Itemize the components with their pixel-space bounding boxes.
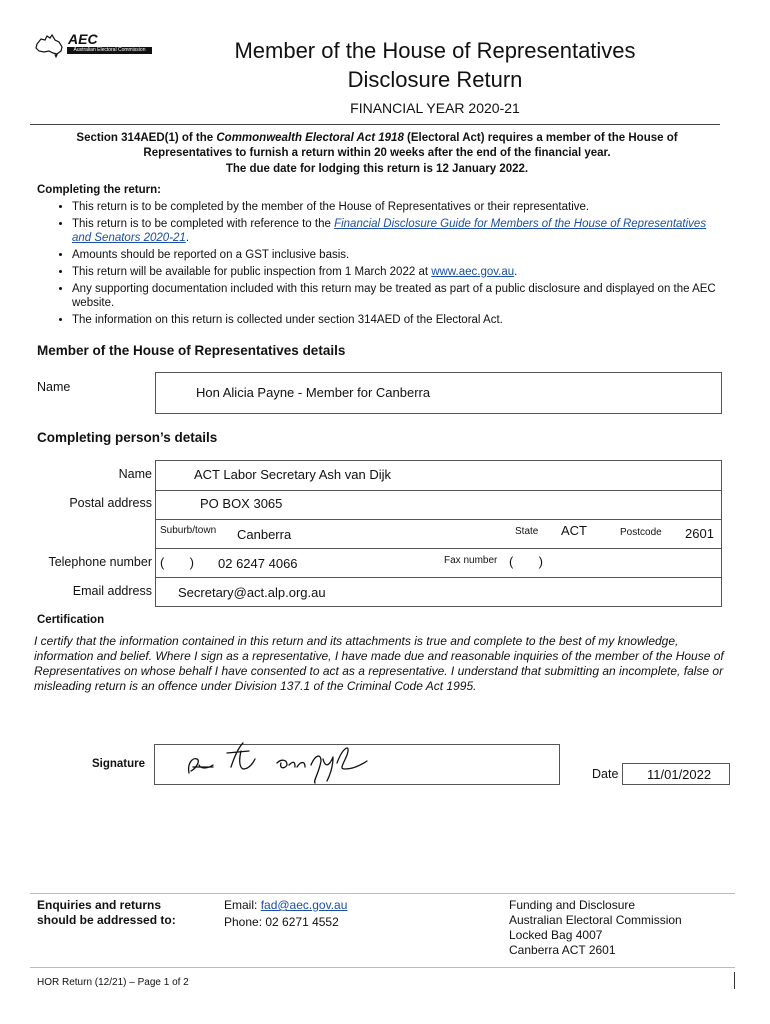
list-item-text: This return is to be completed with reference to the bbox=[72, 218, 335, 230]
logo-subtitle: Australian Electoral Commission bbox=[67, 47, 152, 54]
suburb-label: Suburb/town bbox=[160, 525, 217, 536]
member-name-value: Hon Alicia Payne - Member for Canberra bbox=[196, 385, 431, 400]
fad-email-link[interactable]: fad@aec.gov.au bbox=[260, 898, 348, 912]
state-label: State bbox=[515, 526, 539, 537]
signature-label: Signature bbox=[92, 758, 146, 770]
postcode-field[interactable]: 2601 bbox=[685, 526, 714, 541]
disclosure-guide-link[interactable]: Financial Disclosure Guide for Members of the House of Representatives and Senators 2020-21 bbox=[72, 218, 707, 244]
list-item bbox=[72, 313, 722, 327]
intro-part1: Section 314AED(1) of the bbox=[76, 132, 217, 144]
intro-statement bbox=[34, 131, 720, 160]
email-field[interactable]: Secretary@act.alp.org.au bbox=[178, 585, 326, 600]
list-item-text: This return will be available for public inspection from 1 March 2022 at bbox=[72, 266, 432, 278]
fax-field[interactable]: ( ) bbox=[509, 554, 543, 569]
list-item-text: The information on this return is collected under section 314AED of the Electoral Act. bbox=[72, 314, 503, 326]
enquiries-heading bbox=[37, 898, 176, 928]
date-label: Date bbox=[592, 767, 619, 781]
address-line: Australian Electoral Commission bbox=[509, 913, 682, 927]
act-name: Commonwealth Electoral Act 1918 bbox=[216, 132, 404, 144]
postcode-label: Postcode bbox=[620, 527, 662, 538]
state-field[interactable]: ACT bbox=[561, 523, 587, 538]
page-info: HOR Return (12/21) – Page 1 of 2 bbox=[37, 977, 189, 988]
instructions-list bbox=[56, 200, 722, 330]
list-item-text: . bbox=[514, 266, 518, 278]
contact-phone: Phone: 02 6271 4552 bbox=[224, 915, 339, 929]
financial-year: FINANCIAL YEAR 2020-21 bbox=[350, 100, 520, 116]
header-divider bbox=[30, 124, 720, 125]
postal-contact-address bbox=[509, 898, 682, 958]
address-line: Funding and Disclosure bbox=[509, 898, 636, 912]
member-details-heading: Member of the House of Representatives details bbox=[37, 343, 346, 358]
list-item-text: This return is to be completed by the member of the House of Representatives or their representative. bbox=[72, 201, 590, 213]
date-field[interactable] bbox=[622, 763, 730, 785]
enquiries-line2: should be addressed to: bbox=[37, 913, 176, 927]
signature-field[interactable] bbox=[154, 744, 560, 785]
postal-address-label: Postal address bbox=[69, 496, 152, 510]
footer-divider bbox=[30, 893, 735, 894]
list-item-text: . bbox=[185, 232, 190, 244]
email-prefix: Email: bbox=[224, 898, 261, 912]
fax-label: Fax number bbox=[444, 555, 498, 566]
member-name-field[interactable] bbox=[155, 372, 722, 414]
handwritten-signature bbox=[183, 737, 383, 787]
logo-text: AEC bbox=[68, 31, 98, 47]
contact-email bbox=[224, 898, 347, 913]
date-value: 11/01/2022 bbox=[647, 767, 712, 782]
page-edge-mark bbox=[734, 972, 735, 989]
telephone-field[interactable]: 02 6247 4066 bbox=[218, 556, 298, 571]
certification-heading: Certification bbox=[37, 614, 105, 626]
address-line: Locked Bag 4007 bbox=[509, 928, 603, 942]
suburb-field[interactable]: Canberra bbox=[237, 527, 292, 542]
list-item bbox=[72, 248, 722, 262]
list-item bbox=[72, 282, 722, 310]
page-title-line2: Disclosure Return bbox=[347, 67, 523, 92]
intro-part2: (Electoral Act) requires a member of the House of Representatives to furnish a return within 20 weeks after the end of the financial year. bbox=[143, 132, 678, 159]
person-name-field[interactable]: ACT Labor Secretary Ash van Dijk bbox=[194, 467, 392, 482]
footer-divider-bottom bbox=[30, 967, 735, 968]
certification-text: I certify that the information contained in this return and its attachments is true and complete to the best of my knowledge, information and belief. Where I sign as a representative, I have made due and reasonable inquiries of the member of the House of Representatives on whose behalf I have consented to act as a representative. I understand that submitting an incomplete, false or misleading return is an offence under Division 137.1 of the Criminal Code Act 1995. bbox=[34, 634, 724, 693]
aec-logo bbox=[34, 32, 154, 58]
aec-website-link[interactable]: www.aec.gov.au bbox=[431, 266, 515, 278]
person-details-heading: Completing person’s details bbox=[37, 430, 218, 445]
list-item bbox=[72, 265, 722, 279]
list-item bbox=[72, 217, 722, 245]
person-name-label: Name bbox=[118, 467, 152, 481]
telephone-label: Telephone number bbox=[48, 555, 152, 569]
enquiries-line1: Enquiries and returns bbox=[37, 898, 162, 912]
list-item-text: Amounts should be reported on a GST inclusive basis. bbox=[72, 249, 350, 261]
address-line: Canberra ACT 2601 bbox=[509, 943, 616, 957]
member-name-label: Name bbox=[37, 380, 71, 394]
due-date: The due date for lodging this return is 12 January 2022. bbox=[225, 163, 529, 175]
postal-address-field[interactable]: PO BOX 3065 bbox=[200, 496, 283, 511]
page-title: Member of the House of Representatives bbox=[234, 38, 636, 63]
completing-heading: Completing the return: bbox=[37, 184, 161, 196]
australia-map-icon bbox=[34, 32, 66, 58]
list-item bbox=[72, 200, 722, 214]
email-label: Email address bbox=[72, 584, 152, 598]
telephone-area-code[interactable]: ( ) bbox=[160, 555, 194, 570]
list-item-text: Any supporting documentation included with this return may be treated as part of a public disclosure and displayed on the AEC website. bbox=[72, 283, 716, 309]
